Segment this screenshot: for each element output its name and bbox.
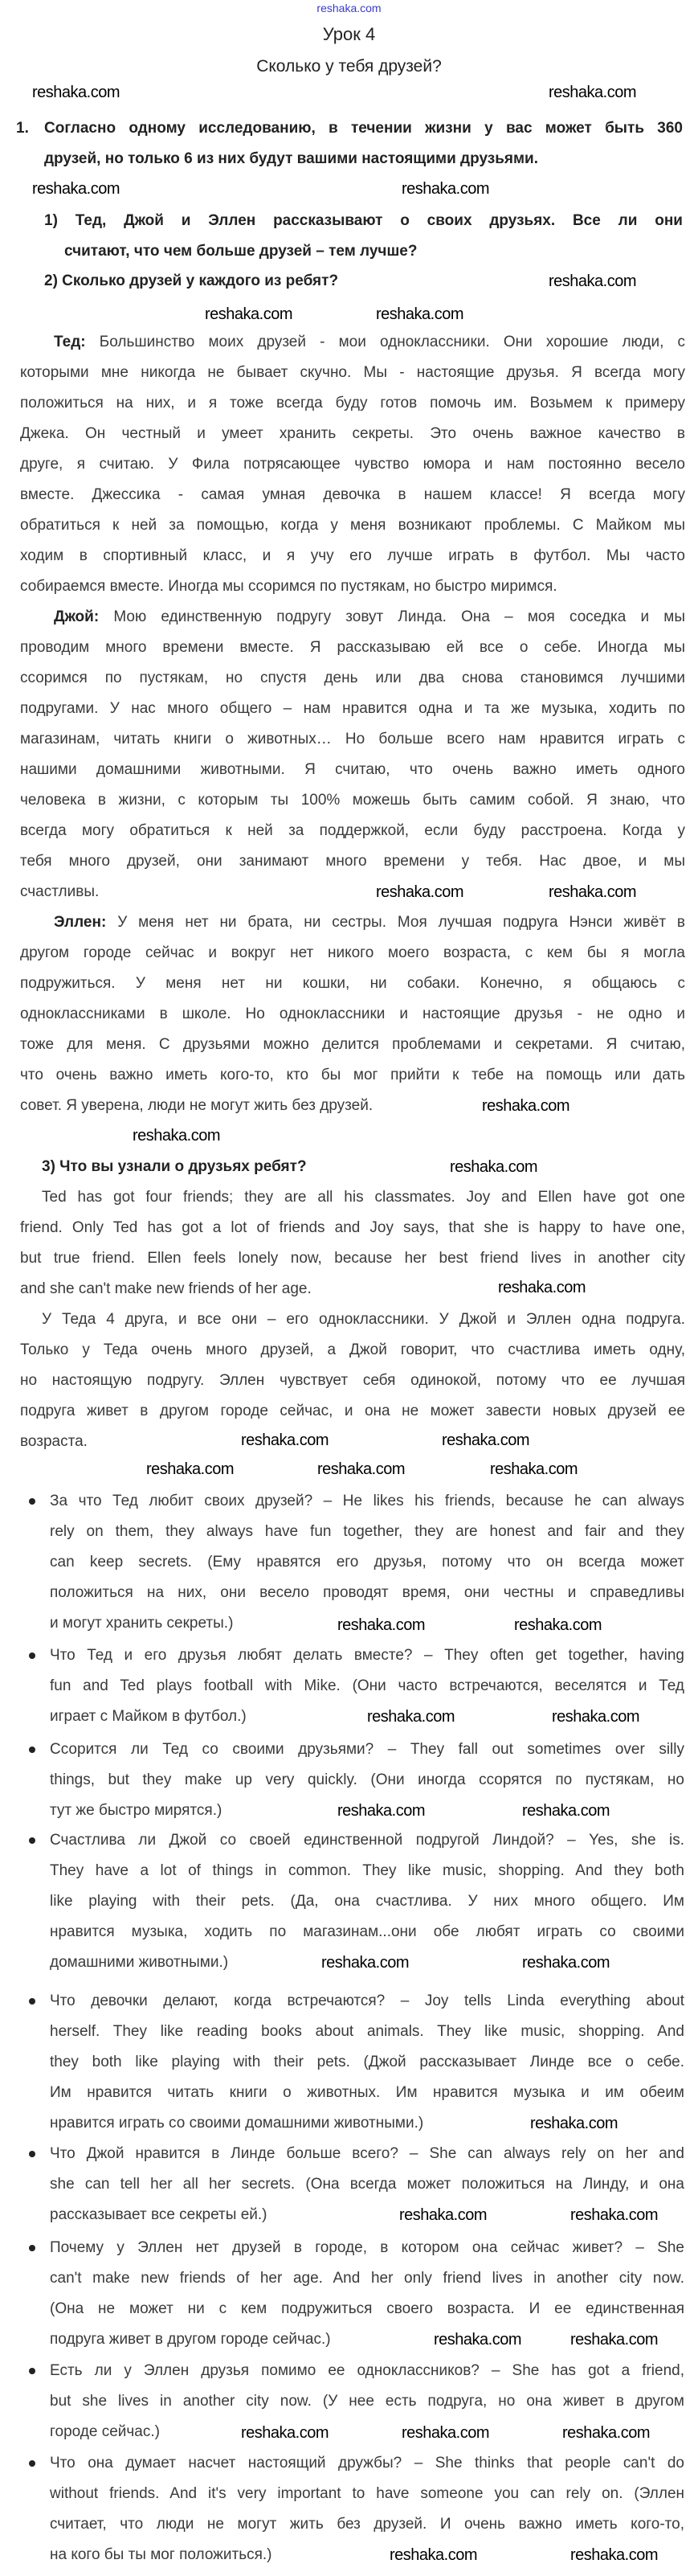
watermark: reshaka.com — [241, 2424, 329, 2442]
line-text: Ссорится ли Тед со своими друзьями? – They fall out sometimes over silly — [50, 1741, 684, 1758]
watermark: reshaka.com — [337, 1802, 425, 1820]
line-text: Джека. Он честный и умеет хранить секреты. Это очень важное качество в — [20, 425, 685, 442]
line-text: Что она думает насчет настоящий дружбы? – She thinks that people can't do — [50, 2455, 684, 2472]
line-text: считают, что чем больше друзей – тем лучше? — [64, 243, 418, 260]
text-line — [20, 541, 685, 571]
bullet-icon — [29, 1652, 35, 1659]
watermark: reshaka.com — [32, 84, 120, 101]
watermark: reshaka.com — [490, 1460, 578, 1478]
text-line — [20, 1243, 685, 1274]
text-line — [20, 1396, 685, 1427]
speaker-name: Джой: — [54, 608, 100, 625]
line-text: одноклассниками в школе. Но одноклассники и настоящие друзья - не одно и — [20, 1005, 685, 1022]
line-text: возраста. — [20, 1433, 88, 1450]
line-text: У меня нет ни брата, ни сестры. Моя лучшая подруга Нэнси живёт в — [106, 914, 685, 931]
line-text: подруга живет в другом городе сейчас.) — [50, 2331, 331, 2348]
text-line — [20, 480, 685, 510]
text-line — [20, 1182, 685, 1213]
text-line — [20, 1060, 685, 1091]
text-line — [50, 1765, 684, 1796]
line-text: 3) Что вы узнали о друзьях ребят? — [42, 1158, 307, 1175]
text-line — [50, 2448, 684, 2479]
watermark: reshaka.com — [337, 1616, 425, 1634]
text-line — [20, 755, 685, 785]
watermark: reshaka.com — [32, 180, 120, 198]
watermark: reshaka.com — [205, 305, 292, 323]
text-line — [50, 2294, 684, 2324]
text-line — [20, 938, 685, 969]
line-text: ходим в спортивный класс, и я учу его лучше играть в футбол. Мы часто — [20, 547, 685, 564]
text-line — [20, 724, 685, 755]
line-text: человека в жизни, с которым ты 100% можешь быть самим собой. Я знаю, что — [20, 792, 685, 809]
text-line — [50, 2263, 684, 2294]
bullet-icon — [29, 2368, 35, 2374]
watermark: reshaka.com — [562, 2424, 650, 2442]
text-line — [20, 327, 685, 358]
line-text: things, but they make up very quickly. (Они иногда ссорятся по пустякам, но — [50, 1771, 684, 1788]
text-line — [20, 785, 685, 816]
bullet-icon — [29, 1498, 35, 1505]
text-line — [50, 1734, 684, 1765]
text-line — [20, 1213, 685, 1243]
watermark: reshaka.com — [570, 2331, 658, 2349]
watermark: reshaka.com — [321, 1954, 409, 1972]
line-text: проводим много времени вместе. Я рассказываю ей все о себе. Иногда мы — [20, 639, 685, 656]
watermark: reshaka.com — [498, 1279, 586, 1296]
line-text: fun and Ted plays football with Mike. (Они часто встречаются, веселятся и Тед — [50, 1677, 684, 1694]
line-text: вместе. Джессика - самая умная девочка в нашем классе! Я всегда могу — [20, 486, 685, 503]
text-line — [20, 999, 685, 1030]
text-line — [50, 2047, 684, 2078]
line-text: and she can't make new friends of her age. — [20, 1280, 312, 1297]
watermark: reshaka.com — [133, 1127, 220, 1145]
text-line — [20, 388, 685, 419]
line-text: herself. They like reading books about animals. They like music, shopping. And — [50, 2023, 684, 2040]
line-text: rely on them, they always have fun together, they are honest and fair and they — [50, 1523, 684, 1540]
text-line — [44, 206, 683, 236]
line-text: счастливы. — [20, 883, 100, 900]
line-text: подружиться. У меня нет ни кошки, ни собаки. Конечно, я общаюсь с — [20, 975, 685, 992]
text-line — [50, 2233, 684, 2263]
line-text: Есть ли у Эллен друзья помимо ее одноклассников? – She has got a friend, — [50, 2362, 684, 2379]
line-text: like playing with their pets. (Да, она счастлива. У них много общего. Им — [50, 1893, 684, 1910]
text-line — [50, 1640, 684, 1671]
text-line — [50, 1671, 684, 1702]
watermark: reshaka.com — [549, 84, 636, 101]
text-line — [50, 1825, 684, 1856]
text-line — [44, 113, 683, 144]
line-text: Им нравится читать книги о животных. Им нравится музыка и им обеим — [50, 2084, 684, 2101]
line-text: магазинам, читать книги о животных… Но больше всего нам нравится играть с — [20, 731, 685, 747]
line-text: can keep secrets. (Ему нравятся его друзья, потому что он всегда может — [50, 1554, 684, 1571]
line-text: играет с Майком в футбол.) — [50, 1708, 247, 1725]
line-text: Ted has got four friends; they are all his classmates. Joy and Ellen have got one — [42, 1189, 685, 1206]
line-text: тут же быстро мирятся.) — [50, 1802, 222, 1819]
text-line — [50, 1547, 684, 1578]
watermark: reshaka.com — [402, 2424, 489, 2442]
text-line — [50, 2169, 684, 2200]
text-line — [50, 2509, 684, 2540]
line-text: ссоримся по пустякам, но спустя день или два снова становимся лучшими — [20, 670, 685, 686]
text-line — [20, 907, 685, 938]
task-number: 1. — [16, 120, 29, 137]
text-line — [44, 236, 683, 267]
line-text: тебя много друзей, они занимают много времени у тебя. Нас двое, и мы — [20, 853, 685, 870]
line-text: they both like playing with their pets. (Джой рассказывает Линде все о себе. — [50, 2054, 684, 2070]
line-text: У Теда 4 друга, и все они – его одноклассники. У Джой и Эллен одна подруга. — [42, 1311, 685, 1328]
watermark: reshaka.com — [570, 2546, 658, 2564]
text-line — [20, 1366, 685, 1396]
line-text: 1) Тед, Джой и Эллен рассказывают о своих друзьях. Все ли они — [44, 212, 683, 229]
line-text: За что Тед любит своих друзей? – He likes his friends, because he can always — [50, 1493, 684, 1509]
text-line — [20, 602, 685, 633]
text-line — [20, 1304, 685, 1335]
line-text: but she lives in another city now. (У нее есть подруга, но она живет в другом — [50, 2393, 684, 2410]
watermark: reshaka.com — [570, 2206, 658, 2224]
line-text: she can tell her all her secrets. (Она всегда может положиться на Линду, и она — [50, 2176, 684, 2193]
text-line — [20, 571, 685, 602]
line-text: Что Тед и его друзья любят делать вместе? – They often get together, having — [50, 1647, 684, 1664]
text-line — [42, 1152, 680, 1182]
line-text: Только у Теда очень много друзей, а Джой говорит, что счастлива иметь одну, — [20, 1341, 685, 1358]
bullet-icon — [29, 1747, 35, 1753]
line-text: Счастлива ли Джой со своей единственной подругой Линдой? – Yes, she is. — [50, 1832, 684, 1849]
watermark: reshaka.com — [241, 1431, 329, 1449]
text-line — [50, 2017, 684, 2047]
text-line — [20, 846, 685, 877]
bullet-icon — [29, 1998, 35, 2005]
watermark: reshaka.com — [317, 1460, 405, 1478]
line-text: положиться на них, и я тоже всегда буду готов помочь им. Возьмем к примеру — [20, 395, 685, 412]
line-text: друзей, но только 6 из них будут вашими настоящими друзьями. — [44, 150, 538, 167]
watermark: reshaka.com — [522, 1802, 610, 1820]
text-line — [50, 2078, 684, 2108]
line-text: (Она не может ни с кем подружиться своего возраста. И ее единственная — [50, 2300, 684, 2317]
text-line — [20, 663, 685, 694]
text-line — [50, 1486, 684, 1517]
line-text: нравится играть со своими домашними животными.) — [50, 2115, 424, 2132]
text-line — [44, 144, 683, 174]
text-line — [20, 816, 685, 846]
line-text: другом городе сейчас и вокруг нет никого моего возраста, с кем бы я могла — [20, 944, 685, 961]
bullet-icon — [29, 1837, 35, 1844]
speaker-name: Тед: — [54, 334, 86, 350]
answer-russian — [20, 1304, 685, 1457]
line-text: 2) Сколько друзей у каждого из ребят? — [44, 272, 339, 289]
bullet-icon — [29, 2245, 35, 2251]
text-line — [20, 1030, 685, 1060]
line-text: на кого бы ты мог положиться.) — [50, 2546, 272, 2563]
speaker-name: Эллен: — [54, 914, 107, 931]
watermark: reshaka.com — [552, 1708, 639, 1726]
watermark: reshaka.com — [514, 1616, 602, 1634]
text-line — [20, 510, 685, 541]
line-text: тоже для меня. С друзьями можно делится проблемами и секретами. Я считаю, — [20, 1036, 685, 1053]
lesson-title: Урок 4 — [322, 24, 376, 44]
line-text: считает, что люди не могут жить без друзей. И очень важно иметь кого-то, — [50, 2516, 684, 2533]
line-text: городе сейчас.) — [50, 2423, 160, 2440]
line-text: друге, я считаю. У Фила потрясающее чувство юмора и нам постоянно весело — [20, 456, 685, 473]
text-line — [20, 449, 685, 480]
watermark: reshaka.com — [367, 1708, 455, 1726]
line-text: подруга живет в другом городе сейчас, и она не может завести новых друзей ее — [20, 1403, 685, 1419]
lesson-subtitle: Сколько у тебя друзей? — [256, 57, 442, 76]
text-line — [20, 1091, 685, 1121]
text-line — [20, 419, 685, 449]
line-text: but true friend. Ellen feels lonely now, because her best friend lives in another city — [20, 1250, 685, 1267]
text-line — [50, 1986, 684, 2017]
bullet-icon — [29, 2460, 35, 2467]
line-text: without friends. And it's very important to have someone you can rely on. (Эллен — [50, 2485, 684, 2502]
joy-paragraph — [20, 602, 685, 907]
line-text: но настоящую подругу. Эллен чувствует себя одинокой, потому что ее лучшая — [20, 1372, 685, 1389]
text-line — [50, 1856, 684, 1886]
watermark: reshaka.com — [450, 1158, 537, 1176]
task1-text — [44, 113, 683, 174]
line-text: Мою единственную подругу зовут Линда. Она – моя соседка и мы — [99, 608, 685, 625]
line-text: обратиться к ней за помощью, когда у меня возникают проблемы. С Майком мы — [20, 517, 685, 534]
text-line — [20, 1335, 685, 1366]
text-line — [50, 1886, 684, 1917]
watermark: reshaka.com — [549, 883, 636, 901]
text-line — [20, 1427, 685, 1457]
question-3 — [42, 1152, 680, 1182]
line-text: совет. Я уверена, люди не могут жить без друзей. — [20, 1097, 373, 1114]
line-text: They have a lot of things in common. They like music, shopping. And they both — [50, 1862, 684, 1879]
line-text: всегда могу обратиться к ней за поддержкой, если буду расстроена. Когда у — [20, 822, 685, 839]
watermark: reshaka.com — [530, 2115, 618, 2132]
watermark: reshaka.com — [482, 1097, 569, 1115]
line-text: Что девочки делают, когда встречаются? – Joy tells Linda everything about — [50, 1992, 684, 2009]
line-text: которыми мне никогда не бывает скучно. Мы - настоящие друзья. Я всегда могу — [20, 364, 685, 381]
line-text: положиться на них, они весело проводят время, они честны и справедливы — [50, 1584, 684, 1601]
line-text: рассказывает все секреты ей.) — [50, 2206, 267, 2223]
text-line — [50, 2386, 684, 2417]
text-line — [50, 2479, 684, 2509]
line-text: friend. Only Ted has got a lot of friends and Joy says, that she is happy to have one, — [20, 1219, 685, 1236]
line-text: Согласно одному исследованию, в течении жизни у вас может быть 360 — [44, 120, 683, 137]
line-text: Что Джой нравится в Линде больше всего? – She can always rely on her and — [50, 2145, 684, 2162]
site-link[interactable]: reshaka.com — [316, 2, 382, 14]
watermark: reshaka.com — [399, 2206, 487, 2224]
text-line — [50, 1517, 684, 1547]
question-1 — [44, 206, 683, 267]
watermark: reshaka.com — [402, 180, 489, 198]
watermark: reshaka.com — [549, 272, 636, 290]
line-text: что очень важно иметь кого-то, кто бы мог прийти к тебе на помощь или дать — [20, 1067, 685, 1083]
watermark: reshaka.com — [376, 883, 463, 901]
line-text: нашими домашними животными. Я считаю, что очень важно иметь одного — [20, 761, 685, 778]
text-line — [20, 694, 685, 724]
text-line — [20, 969, 685, 999]
text-line — [50, 1917, 684, 1947]
text-line — [50, 2139, 684, 2169]
watermark: reshaka.com — [146, 1460, 234, 1478]
text-line — [50, 1578, 684, 1608]
watermark: reshaka.com — [522, 1954, 610, 1972]
text-line — [20, 633, 685, 663]
line-text: и могут хранить секреты.) — [50, 1615, 234, 1632]
line-text: can't make new friends of her age. And her only friend lives in another city now. — [50, 2270, 684, 2287]
line-text: Почему у Эллен нет друзей в городе, в котором она сейчас живет? – She — [50, 2239, 684, 2256]
line-text: домашними животными.) — [50, 1954, 229, 1971]
line-text: Большинство моих друзей - мои одноклассники. Они хорошие люди, с — [85, 334, 685, 350]
ted-paragraph — [20, 327, 685, 602]
bullet-icon — [29, 2151, 35, 2157]
ellen-paragraph — [20, 907, 685, 1121]
line-text: подругами. У нас много общего – нам нравится одна и та же музыка, ходить по — [20, 700, 685, 717]
watermark: reshaka.com — [376, 305, 463, 323]
text-line — [20, 358, 685, 388]
watermark: reshaka.com — [390, 2546, 477, 2564]
line-text: нравится музыка, ходить по магазинам...они обе любят играть со своими — [50, 1923, 684, 1940]
watermark: reshaka.com — [434, 2331, 521, 2349]
text-line — [50, 2356, 684, 2386]
line-text: собираемся вместе. Иногда мы ссоримся по пустякам, но быстро миримся. — [20, 578, 557, 595]
watermark: reshaka.com — [442, 1431, 529, 1449]
